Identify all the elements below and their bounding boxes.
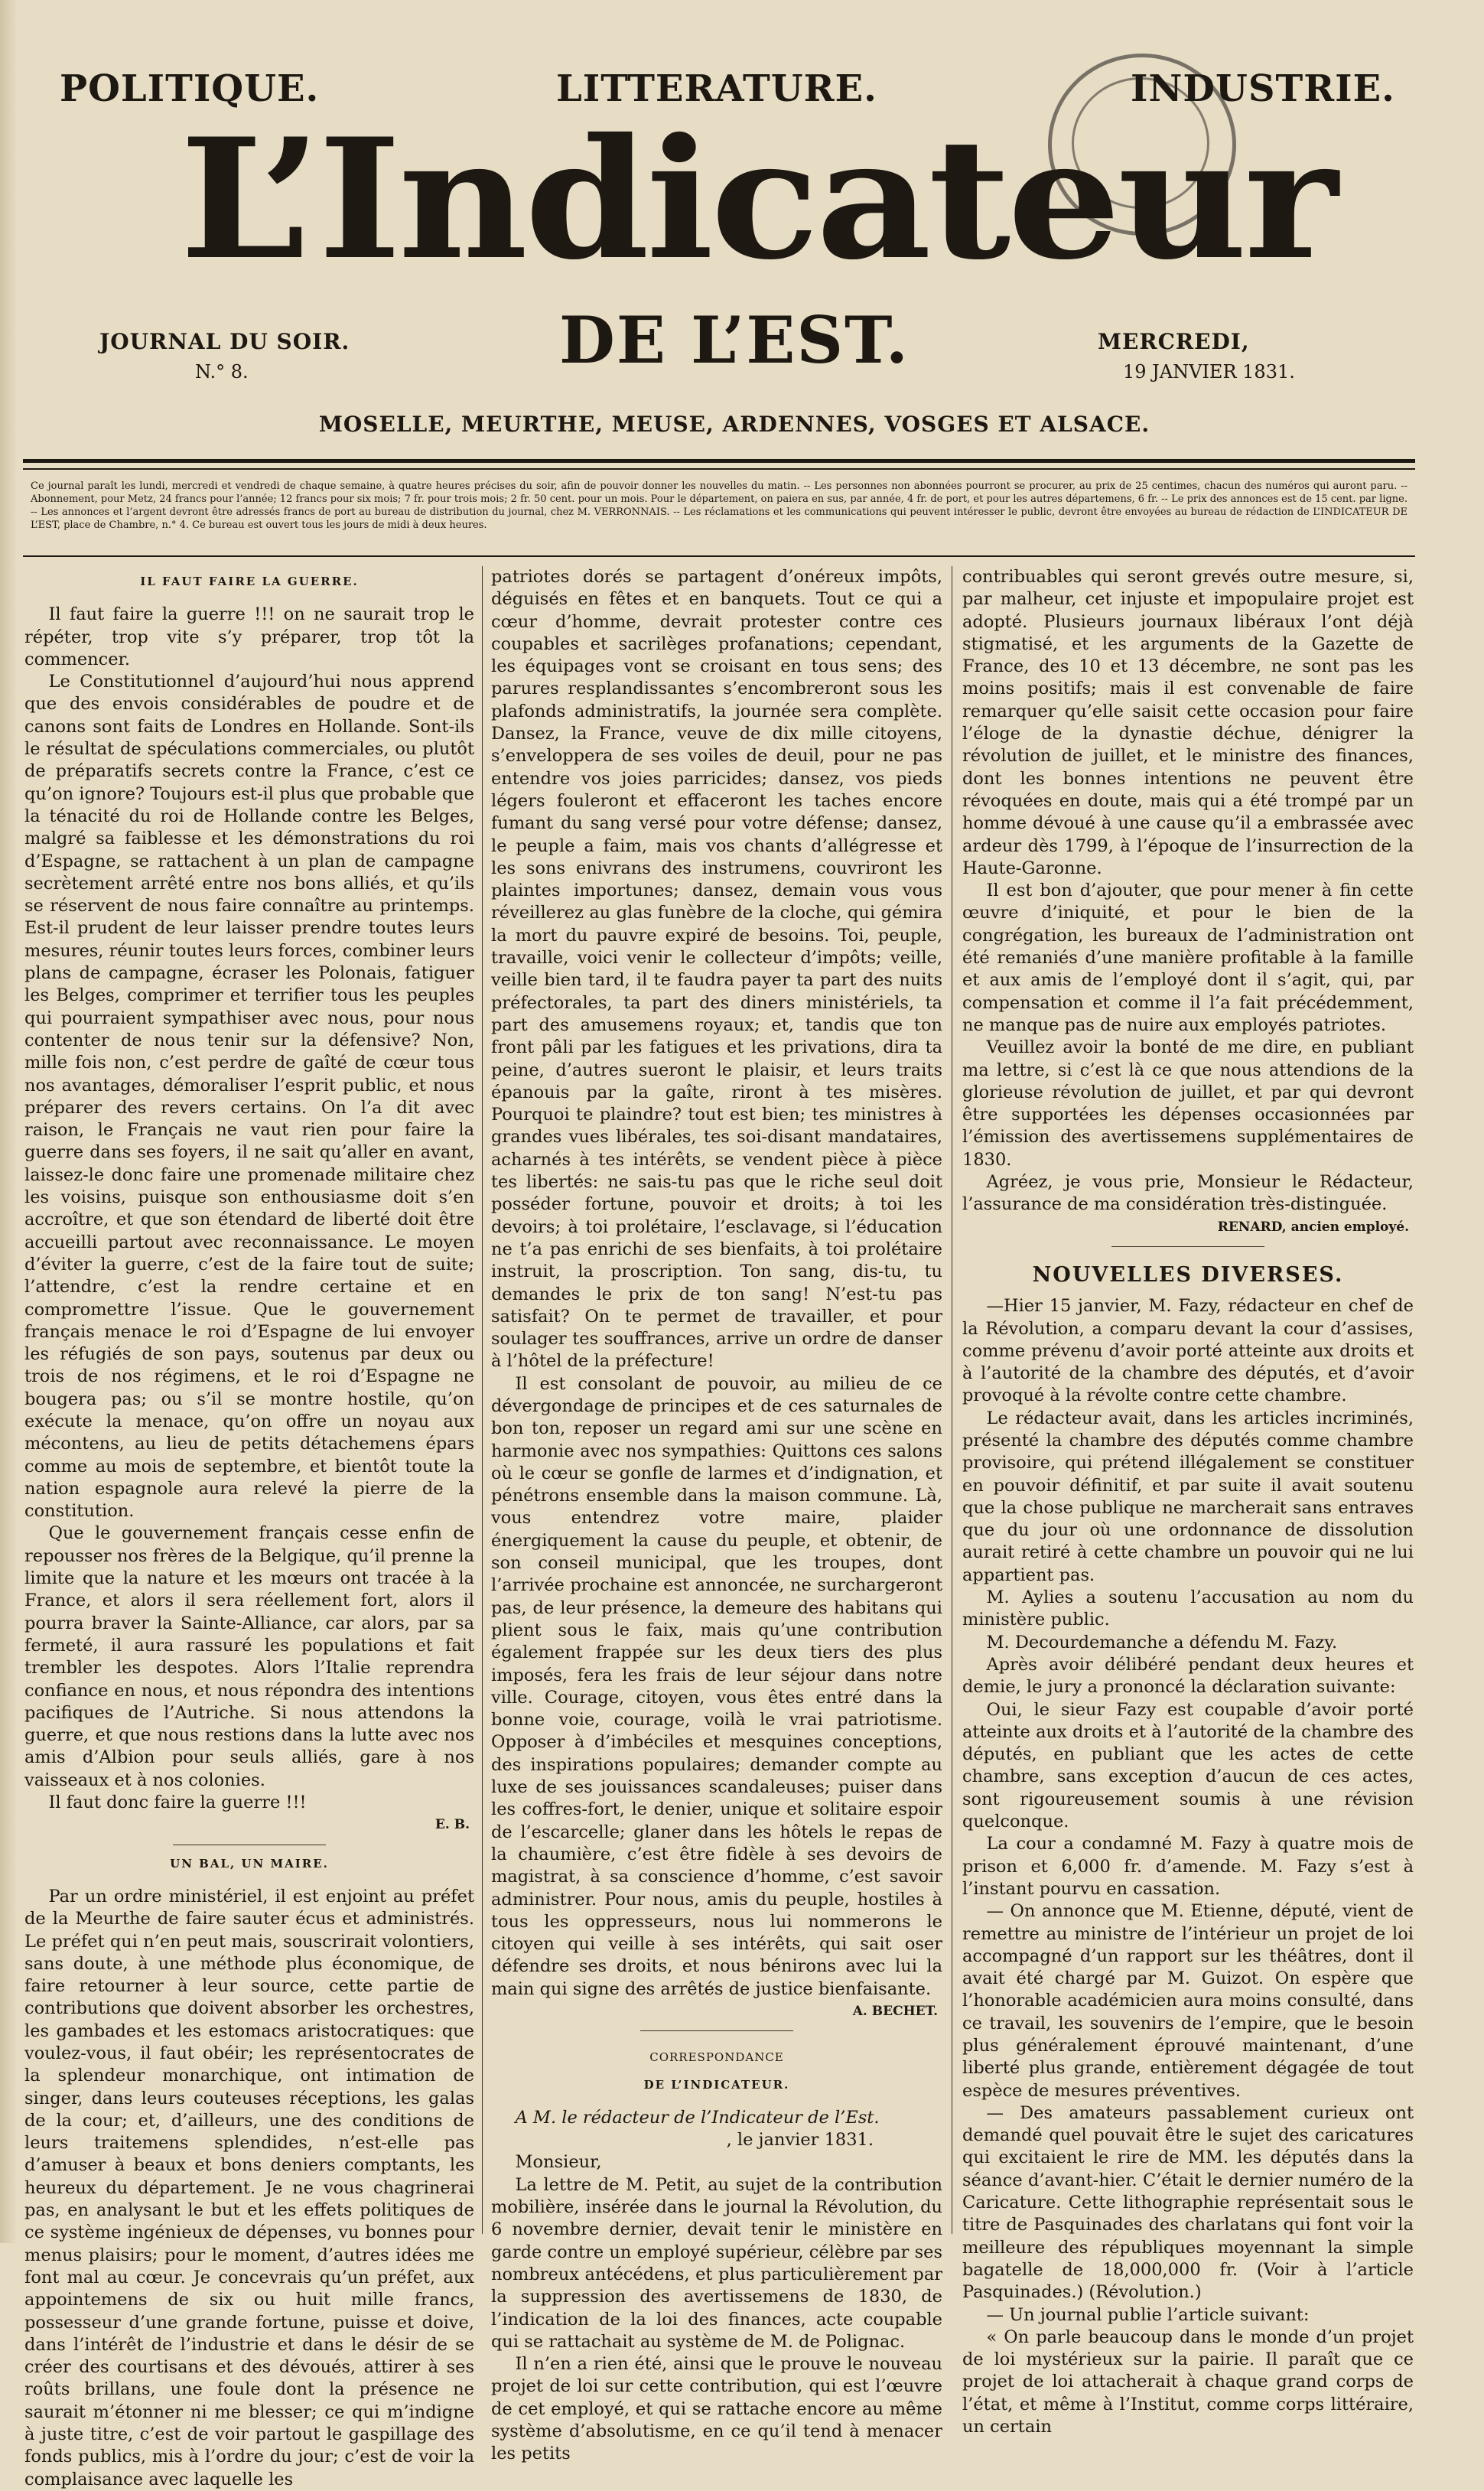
paragraph: Agréez, je vous prie, Monsieur le Rédacteur, l’assurance de ma considération très-distinguée. [962, 1172, 1414, 1215]
paragraph: Que le gouvernement français cesse enfin de repousser nos frères de la Belgique, qu’il prenne la limite que la nature et les mœurs ont tracée à la France, et alors il sera réellement fort, alors il pourra braver la Sainte-Alliance, car alors, par sa fermeté, il aura rassuré les populations et fait trembler les despotes. Alors l’Italie reprendra confiance en nous, et nous répondra des intentions pacifiques de l’Autriche. Si nous attendons la guerre, et que nous restions dans la lutte avec nos amis d’Albion pour seuls alliés, gare à nos vaisseaux et à nos colonies. [24, 1523, 474, 1790]
masthead-rule-thick [23, 459, 1415, 463]
masthead-litterature: LITTERATURE. [556, 67, 877, 110]
article-heading: UN BAL, UN MAIRE. [170, 1856, 329, 1871]
letter-dateline: , le janvier 1831. [726, 2130, 874, 2151]
newspaper-subtitle: DE L’EST. [559, 302, 910, 378]
regions-line: MOSELLE, MEURTHE, MEUSE, ARDENNES, VOSGES ET ALSACE. [318, 412, 1150, 437]
paragraph: Après avoir délibéré pendant deux heures et demie, le jury a prononcé la déclaration suivante: [962, 1654, 1414, 1698]
paragraph: Il est consolant de pouvoir, au milieu de ce dévergondage de principes et de ces saturnales de bon ton, reposer un regard ami sur une scène en harmonie avec nos sympathies: Quittons ces salons où le cœur se gonfle de larmes et d’indignation, et pénétrons ensemble dans la maison commune. Là, vous entendrez votre maire, plaider énergiquement la cause du peuple, et obtenir, de son conseil municipal, que les troupes, dont l’arrivée prochaine est annoncée, ne surchargeront pas, de leur présence, la demeure des habitans qui plient sous le faix, mais qu’une contribution également frappée sur les deux tiers des plus imposés, fera les frais de leur séjour dans notre ville. Courage, citoyen, vous êtes entré dans la bonne voie, courage, voilà le vrai patriotisme. Opposer à d’imbéciles et mesquines conceptions, des inspirations populaires; demander compte au luxe de ses jouissances scandaleuses; puiser dans les coffres-fort, le denier, unique et solitaire espoir de l’escarcelle; glaner dans les hôtels le repas de la chaumière, c’est être fidèle à ses devoirs de magistrat, à sa conscience d’homme, c’est savoir administrer. Pour nous, amis du peuple, hostiles à tous les oppresseurs, nous lui nommerons le citoyen qui veille à ses intérêts, qui sait oser défendre ses droits, et nous bénirons avec lui la main qui signe des arrêtés de justice bienfaisante. [491, 1373, 942, 1999]
newspaper-title: L’Indicateur [180, 102, 1335, 296]
masthead-politique: POLITIQUE. [60, 67, 320, 110]
issue-number: N.° 8. [195, 361, 249, 383]
masthead-rule-thin [23, 468, 1415, 470]
paragraph: M. Decourdemanche a défendu M. Fazy. [986, 1632, 1338, 1653]
letter-signature: RENARD, ancien employé. [1217, 1219, 1409, 1235]
paragraph: Veuillez avoir la bonté de me dire, en publiant ma lettre, si c’est là ce que nous attendions de la glorieuse révolution de juillet, et par qui devront être supportées les dépenses occasionnées par l’émission des avertissemens supplémentaires de 1830. [962, 1037, 1414, 1170]
paragraph: Il est bon d’ajouter, que pour mener à fin cette œuvre d’iniquité, et pour le bien de la congrégation, les bureaux de l’administration ont été remaniés d’une manière profitable à la famille et aux amis de l’employé dont il s’agit, qui, par compensation et comme il l’a fait précédemment, ne manque pas de nuire aux employés patriotes. [962, 881, 1414, 1035]
notice-rule [23, 555, 1415, 557]
column-3 [962, 566, 1414, 2437]
paragraph: « On parle beaucoup dans le monde d’un projet de loi mystérieux sur la pairie. Il paraît que ce projet de loi attacherait à chaque grand corps de l’état, et même à l’Institut, comme corps littéraire, un certain [962, 2327, 1414, 2437]
article-separator [640, 2030, 793, 2031]
journal-du-soir: JOURNAL DU SOIR. [99, 329, 350, 354]
paragraph: — Un journal publie l’article suivant: [986, 2304, 1310, 2325]
issue-day: MERCREDI, [1098, 329, 1250, 354]
article-separator [1111, 1246, 1264, 1247]
section-heading: CORRESPONDANCE [649, 2050, 784, 2065]
paragraph: — Des amateurs passablement curieux ont demandé quel pouvait être le sujet des caricatures qui excitaient le rire de MM. les députés dans la séance d’avant-hier. C’était le dernier numéro de la Caricature. Cette lithographie représentait sous le titre de Pasquinades des charlatans qui font voir la meilleure des républiques moyennant la simple bagatelle de 18,000,000 fr. (Voir à l’article Pasquinades.) (Révolution.) [962, 2102, 1414, 2303]
subscription-notice: Ce journal paraît les lundi, mercredi et vendredi de chaque semaine, à quatre heures précises du soir, afin de pouvoir donner les nouvelles du matin. -- Les personnes non abonnées pourront se procurer, au prix de 25 centimes, chacun des numéros qui auront paru. -- Abonnement, pour Metz, 24 francs pour l’année; 12 francs pour six mois; 7 fr. pour trois mois; 2 fr. 50 cent. pour un mois. Pour le département, on paiera en sus, par année, 4 fr. de port, et pour les autres départemens, 6 fr. -- Le prix des annonces est de 15 cent. par ligne. -- Les annonces et l’argent devront être adressés francs de port au bureau de distribution du journal, chez M. VERRONNAIS. -- Les réclamations et les communications qui peuvent intéresser le public, devront être envoyées au bureau de rédaction de L’INDICATEUR DE L’EST, place de Chambre, n.° 4. Ce bureau est ouvert tous les jours de midi à deux heures. [31, 480, 1408, 531]
paragraph: Le Constitutionnel d’aujourd’hui nous apprend que des envois considérables de poudre et de canons sont faits de Londres en Hollande. Sont-ils le résultat de spéculations commerciales, ou plutôt de préparatifs secrets contre la France, c’est ce qu’on ignore? Toujours est-il plus que probable que la ténacité du roi de Hollande contre les Belges, malgré sa faiblesse et les démonstrations du roi d’Espagne, se rattachent à un plan de campagne secrètement arrêté entre nos bons alliés, et qu’ils se réservent de nous faire connaître au printemps. Est-il prudent de leur laisser prendre toutes leurs mesures, réunir toutes leurs forces, combiner leurs plans de campagne, écraser les Polonais, fatiguer les Belges, comprimer et terrifier tous les peuples qui pourraient sympathiser avec nous, pour nous contenter de nous tenir sur la défensive? Non, mille fois non, c’est perdre de gaîté de cœur tous nos avantages, démoraliser l’esprit public, et nous préparer des revers certains. On l’a dit avec raison, le Français ne vaut rien pour faire la guerre dans ses foyers, il ne sait qu’aller en avant, laissez-le donc faire une promenade militaire chez les voisins, puisque son enthousiasme doit s’en accroître, et que son étendard de liberté doit être accueilli partout avec reconnaissance. Le moyen d’éviter la guerre, c’est de la faire tout de suite; l’attendre, c’est la rendre certaine et en compromettre l’issue. Que le gouvernement français menace le roi d’Espagne de lui envoyer les réfugiés de son pays, soutenus par deux ou trois de nos régimens, et le roi d’Espagne ne bougera pas; ou s’il se montre hostile, qu’on exécute la menace, qu’on offre un noyau aux mécontens, au lieu de petits détachemens épars comme au mois de septembre, et bientôt toute la nation espagnole aura relevé la pierre de la constitution. [24, 672, 474, 1522]
paragraph: Il faut faire la guerre !!! on ne saurait trop le répéter, trop vite s’y préparer, trop tôt la commencer. [24, 604, 474, 669]
masthead-industrie: INDUSTRIE. [1131, 67, 1395, 110]
column-2 [491, 566, 942, 2464]
article-signature: A. BECHET. [852, 2004, 938, 2019]
issue-date: 19 JANVIER 1831. [1123, 361, 1295, 383]
paragraph: Oui, le sieur Fazy est coupable d’avoir porté atteinte aux droits et à l’autorité de la chambre des députés, en publiant que les actes de cette chambre, sans exception d’aucun de ces actes, sont rigoureusement soumis à une révision quelconque. [962, 1699, 1414, 1832]
paragraph: La lettre de M. Petit, au sujet de la contribution mobilière, insérée dans le journal la Révolution, du 6 novembre dernier, devait tenir le ministère en garde contre un employé supérieur, célèbre par ses nombreux antécédens, et plus particulièrement par la suppression des avertissemens de 1830, de l’indication de la loi des finances, acte coupable qui se rattachait au système de M. de Polignac. [491, 2174, 942, 2352]
section-subheading: DE L’INDICATEUR. [643, 2077, 790, 2092]
paragraph: La cour a condamné M. Fazy à quatre mois de prison et 6,000 fr. d’amende. M. Fazy s’est à l’instant pourvu en cassation. [962, 1834, 1414, 1899]
paragraph: Il n’en a rien été, ainsi que le prouve le nouveau projet de loi sur cette contribution, qui est l’œuvre de cet employé, et qui se rattache encore au même système d’absolutisme, en ce qu’il tend à menacer les petits [491, 2354, 942, 2464]
paragraph: Il faut donc faire la guerre !!! [48, 1793, 307, 1813]
article-signature: E. B. [434, 1817, 470, 1833]
section-heading: NOUVELLES DIVERSES. [1032, 1262, 1344, 1287]
letter-address: A M. le rédacteur de l’Indicateur de l’Est. [515, 2107, 880, 2128]
paragraph: contribuables qui seront grevés outre mesure, si, par malheur, cet injuste et impopulaire projet est adopté. Plusieurs journaux libéraux l’ont déjà stigmatisé, et les arguments de la Gazette de France, des 10 et 13 décembre, ne sont pas les moins positifs; mais il est convenable de faire remarquer qu’elle saisit cette occasion pour faire l’éloge de la dynastie déchue, dénigrer la révolution de juillet, et le ministre des finances, dont les bonnes intentions ne peuvent être révoquées en doute, mais qui a été trompé par un homme dévoué à une cause qu’il a embrassée avec ardeur dès 1799, à l’époque de l’insurrection de la Haute-Garonne. [962, 567, 1414, 878]
paragraph: —Hier 15 janvier, M. Fazy, rédacteur en chef de la Révolution, a comparu devant la cour d’assises, comme prévenu d’avoir porté atteinte aux droits et à l’autorité de la chambre des députés, et d’avoir provoqué à la révolte contre cette chambre. [962, 1296, 1414, 1406]
paragraph: M. Aylies a soutenu l’accusation au nom du ministère public. [962, 1587, 1414, 1630]
paragraph: Par un ordre ministériel, il est enjoint au préfet de la Meurthe de faire sauter écus et administrés. Le préfet qui n’en peut mais, souscrirait volontiers, sans doute, à une méthode plus économique, de faire retourner à leur source, cette partie de contributions que doivent absorber les orchestres, les gambades et les estomacs aristocratiques: que voulez-vous, il faut obéir; les représentocrates de la splendeur monarchique, ont intimation de singer, dans leurs couteuses réceptions, les galas de la cour; et, d’ailleurs, une des conditions de leurs traitemens splendides, n’est-elle pas d’amuser à beaux et bons deniers comptants, les heureux du département. Je ne vous chagrinerai pas, en analysant le but et les effets politiques de ce système ingénieux de dépenses, vu bonnes pour menus plaisirs; pour le moment, d’autres idées me font mal au cœur. Je concevrais qu’un préfet, aux appointemens de six ou huit mille francs, possesseur d’une grande fortune, puisse et doive, dans l’intérêt de l’industrie et dans le désir de se créer des courtisans et des dévoués, attirer à ses roûts brillans, une foule dont la présence ne saurait m’étonner ni me blesser; ce qui m’indigne à juste titre, c’est de voir partout le gaspillage des fonds publics, mis à l’ordre du jour; c’est de voir la complaisance avec laquelle les [24, 1886, 474, 2489]
paragraph: Le rédacteur avait, dans les articles incriminés, présenté la chambre des députés comme chambre provisoire, qui prétend illégalement se constituer en pouvoir définitif, et par suite il avait soutenu que la chose publique ne marcherait sans entraves que du jour où une ordonnance de dissolution aurait retiré à cette chambre un pouvoir qui ne lui appartient pas. [962, 1408, 1414, 1585]
column-1 [24, 566, 474, 2489]
paragraph: patriotes dorés se partagent d’onéreux impôts, déguisés en fêtes et en banquets. Tout ce qui a cœur d’homme, devrait protester contre ces coupables et sacrilèges profanations; cependant, les équipages vont se croisant en tous sens; des parures resplandissantes s’encombreront sous les plafonds administratifs, la journée sera complète. Dansez, la France, veuve de dix mille citoyens, s’enveloppera de ses voiles de deuil, pour ne pas entendre vos joies parricides; dansez, vos pieds légers fouleront et effaceront les taches encore fumant du sang versé pour votre défense; dansez, le peuple a faim, mais vos chants d’allégresse et les sons enivrans des instrumens, couvriront les plaintes importunes; dansez, demain vous vous réveillerez au glas funèbre de la cloche, qui gémira la mort du pauvre expiré de besoins. Toi, peuple, travaille, voici venir le collecteur d’impôts; veille, veille bien tard, il te faudra payer ta part des nuits préfectorales, ta part des diners ministériels, ta part des amusemens royaux; et, tandis que ton front pâli par les fatigues et les privations, dira ta peine, d’autres sueront le plaisir, et leurs traits épanouis par la gaîte, riront à tes misères. Pourquoi te plaindre? tout est bien; tes ministres à grandes vues libérales, tes soi-disant mandataires, acharnés à tes intérêts, se vendent pièce à pièce tes libertés: ne sais-tu pas que le riche seul doit posséder fortune, pouvoir et droits; à toi les devoirs; à toi prolétaire, l’esclavage, si l’éducation ne t’a pas enrichi de ses bienfaits, à toi prolétaire instruit, la proscription. Ton sang, dis-tu, tu demandes le prix de ton sang! N’est-tu pas satisfait? On te permet de travailler, et pour soulager tes souffrances, arrive un ordre de danser à l’hôtel de la préfecture! [491, 567, 942, 1372]
letter-salutation: Monsieur, [515, 2152, 602, 2173]
paragraph: — On annonce que M. Etienne, député, vient de remettre au ministre de l’intérieur un projet de loi accompagné d’un rapport sur les théâtres, dont il avait été chargé par M. Guizot. On espère que l’honorable académicien aura moins consulté, dans ce travail, les souvenirs de l’empire, que le besoin plus généralement éprouvé maintenant, d’une liberté plus grande, entièrement dégagée de tout espèce de mesures préventives. [962, 1901, 1414, 2101]
column-divider [482, 566, 483, 2234]
article-heading: IL FAUT FAIRE LA GUERRE. [140, 575, 359, 588]
